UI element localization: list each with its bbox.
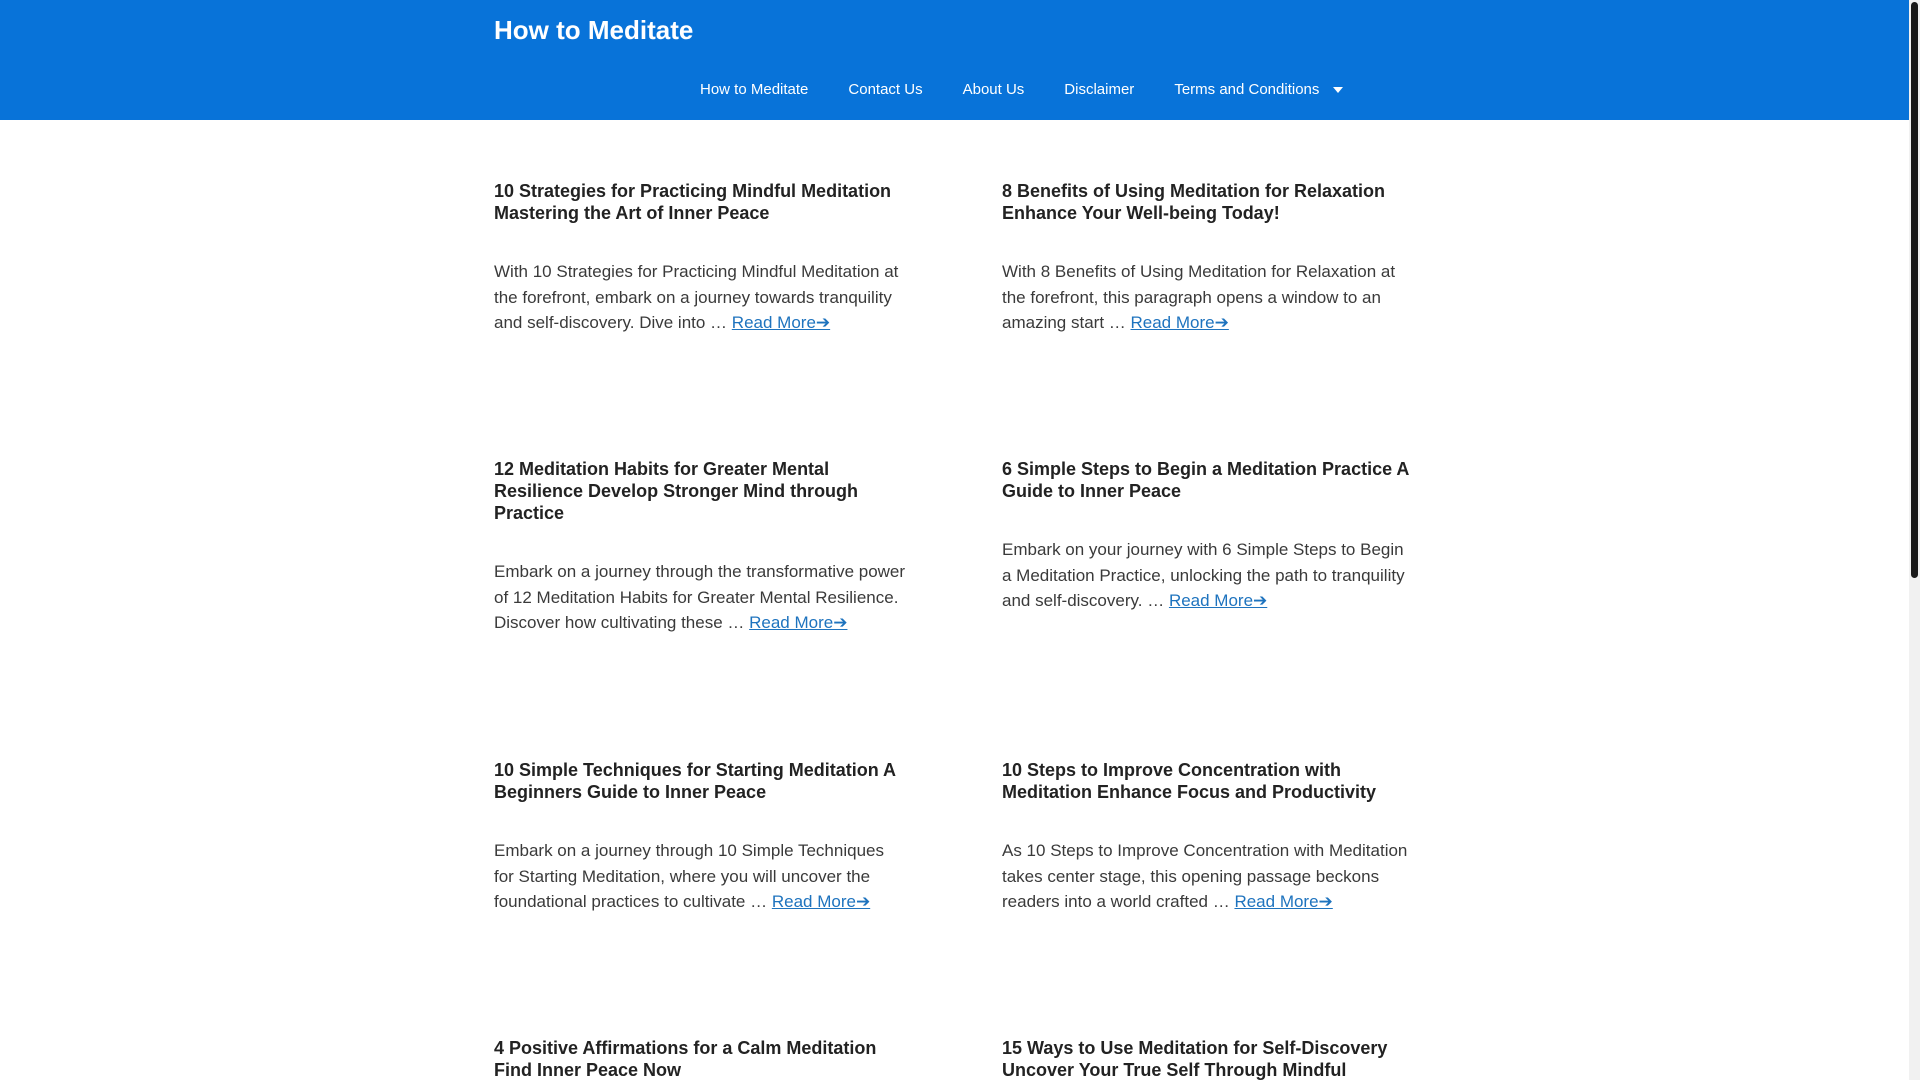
nav-item-terms-and-conditions[interactable] <box>1154 70 1363 110</box>
post-excerpt-text: Embark on a journey through the transformative power of 12 Meditation Habits for Greater Mental Resilience. Discover how cultivating these … <box>494 562 906 632</box>
nav-item-label: Disclaimer <box>1064 81 1135 98</box>
post-excerpt <box>1002 537 1414 614</box>
post-excerpt-text: With 10 Strategies for Practicing Mindful Meditation at the forefront, embark on a journey towards tranquility and self-discovery. Dive into … <box>494 262 899 332</box>
read-more-link[interactable]: Read More➔ <box>771 892 871 911</box>
post-title[interactable]: 10 Strategies for Practicing Mindful Meditation Mastering the Art of Inner Peace <box>494 181 892 223</box>
post-card <box>494 759 906 1037</box>
post-title[interactable]: 10 Simple Techniques for Starting Meditation A Beginners Guide to Inner Peace <box>494 760 896 802</box>
read-more-link[interactable]: Read More➔ <box>731 313 831 332</box>
nav-item-label: How to Meditate <box>700 81 809 98</box>
post-excerpt-text: Embark on a journey through 10 Simple Techniques for Starting Meditation, where you will uncover the foundational practices to cultivate … <box>494 841 884 911</box>
post-title[interactable]: 12 Meditation Habits for Greater Mental Resilience Develop Stronger Mind through Practice <box>494 459 859 523</box>
nav-item-label: Terms and Conditions <box>1174 81 1320 98</box>
main-navigation <box>680 70 1363 110</box>
post-card <box>494 180 906 458</box>
scrollbar-thumb[interactable] <box>1911 2 1918 578</box>
post-excerpt-text: With 8 Benefits of Using Meditation for Relaxation at the forefront, this paragraph opens a window to an amazing start … <box>1002 262 1396 332</box>
post-title[interactable]: 10 Steps to Improve Concentration with Meditation Enhance Focus and Productivity <box>1002 760 1377 802</box>
read-more-link[interactable]: Read More➔ <box>1168 591 1268 610</box>
post-excerpt <box>494 559 906 636</box>
post-card <box>494 1037 906 1080</box>
post-title[interactable]: 15 Ways to Use Meditation for Self-Discovery Uncover Your True Self Through Mindful <box>1002 1038 1388 1080</box>
read-more-link[interactable]: Read More➔ <box>1234 892 1333 911</box>
nav-item-disclaimer[interactable] <box>1044 70 1154 110</box>
post-excerpt <box>1002 259 1414 336</box>
read-more-link[interactable]: Read More➔ <box>749 613 848 632</box>
post-list <box>494 180 1414 1080</box>
post-excerpt <box>494 259 906 336</box>
nav-item-contact-us[interactable] <box>828 70 942 110</box>
post-card <box>1002 180 1414 458</box>
nav-item-about-us[interactable] <box>943 70 1045 110</box>
post-excerpt <box>1002 838 1414 915</box>
post-card <box>1002 458 1414 759</box>
post-card <box>1002 1037 1414 1080</box>
post-title[interactable]: 6 Simple Steps to Begin a Meditation Practice A Guide to Inner Peace <box>1002 459 1409 501</box>
post-excerpt-text: As 10 Steps to Improve Concentration with Meditation takes center stage, this opening passage beckons readers into a world crafted … <box>1002 841 1408 911</box>
post-card <box>494 458 906 759</box>
post-title[interactable]: 4 Positive Affirmations for a Calm Meditation Find Inner Peace Now <box>494 1038 877 1080</box>
chevron-down-icon <box>1333 87 1343 93</box>
nav-item-label: Contact Us <box>848 81 923 98</box>
site-title[interactable]: How to Meditate <box>494 15 694 45</box>
nav-item-label: About Us <box>962 81 1025 98</box>
nav-item-how-to-meditate[interactable] <box>680 70 828 110</box>
post-excerpt <box>494 838 906 915</box>
read-more-link[interactable]: Read More➔ <box>1130 313 1229 332</box>
site-header <box>0 0 1909 120</box>
vertical-scrollbar[interactable] <box>1909 0 1920 1080</box>
post-card <box>1002 759 1414 1037</box>
post-excerpt-text: Embark on your journey with 6 Simple Steps to Begin a Meditation Practice, unlocking the path to tranquility and self-discovery. … <box>1002 540 1405 610</box>
post-title[interactable]: 8 Benefits of Using Meditation for Relaxation Enhance Your Well-being Today! <box>1002 181 1386 223</box>
